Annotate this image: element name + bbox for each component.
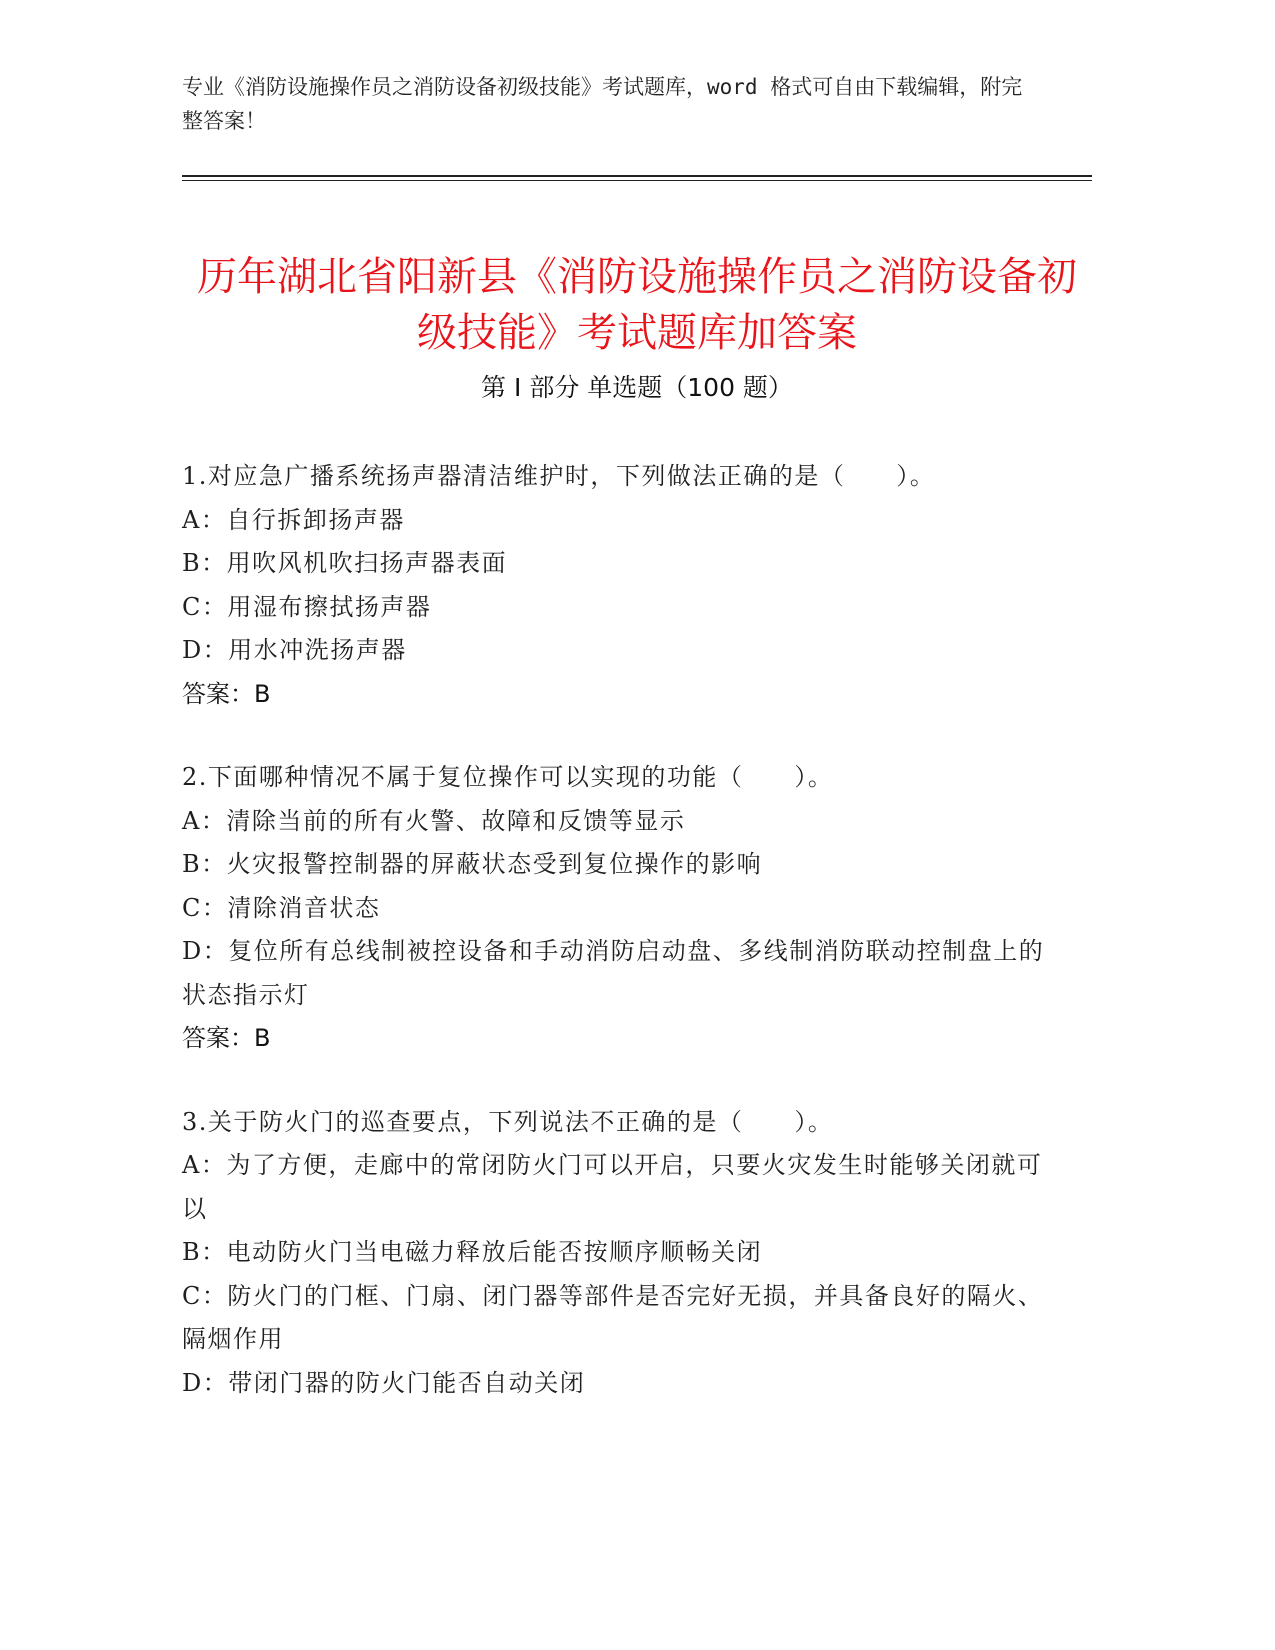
- header-divider-thick: [182, 175, 1092, 177]
- question-2: [182, 756, 1052, 1061]
- header-note: 专业《消防设施操作员之消防设备初级技能》考试题库，word 格式可自由下载编辑，附完整答案！: [182, 75, 1023, 133]
- answer-label: 答案：B: [182, 679, 271, 708]
- option-b: B：电动防火门当电磁力释放后能否按顺序顺畅关闭: [182, 1238, 763, 1266]
- option-c: C：用湿布擦拭扬声器: [182, 592, 432, 621]
- question-1: [182, 455, 1052, 716]
- question-list: [182, 455, 1052, 1445]
- option-a: A：清除当前的所有火警、故障和反馈等显示: [182, 806, 686, 835]
- answer-label: 答案：B: [182, 1024, 271, 1052]
- option-d: D：用水冲洗扬声器: [182, 636, 407, 664]
- option-c: C：防火门的门框、门扇、闭门器等部件是否完好无损，并具备良好的隔火、隔烟作用: [182, 1281, 1044, 1353]
- section-heading: 第 I 部分 单选题（100 题）: [481, 373, 793, 402]
- question-3: [182, 1101, 1052, 1406]
- option-d: D：复位所有总线制被控设备和手动消防启动盘、多线制消防联动控制盘上的状态指示灯: [182, 937, 1045, 1009]
- document-title: 历年湖北省阳新县《消防设施操作员之消防设备初级技能》考试题库加答案: [197, 253, 1077, 356]
- question-stem: 1.对应急广播系统扬声器清洁维护时，下列做法正确的是（ ）。: [182, 462, 936, 490]
- option-a: A：自行拆卸扬声器: [182, 505, 405, 534]
- question-stem: 3.关于防火门的巡查要点，下列说法不正确的是（ ）。: [182, 1107, 834, 1136]
- option-d: D：带闭门器的防火门能否自动关闭: [182, 1368, 586, 1397]
- question-stem: 2.下面哪种情况不属于复位操作可以实现的功能（ ）。: [182, 763, 834, 791]
- option-a: A：为了方便，走廊中的常闭防火门可以开启，只要火灾发生时能够关闭就可以: [182, 1151, 1043, 1223]
- option-b: B：火灾报警控制器的屏蔽状态受到复位操作的影响: [182, 850, 763, 878]
- option-b: B：用吹风机吹扫扬声器表面: [182, 549, 508, 577]
- header-divider-thin: [182, 180, 1092, 181]
- option-c: C：清除消音状态: [182, 893, 381, 922]
